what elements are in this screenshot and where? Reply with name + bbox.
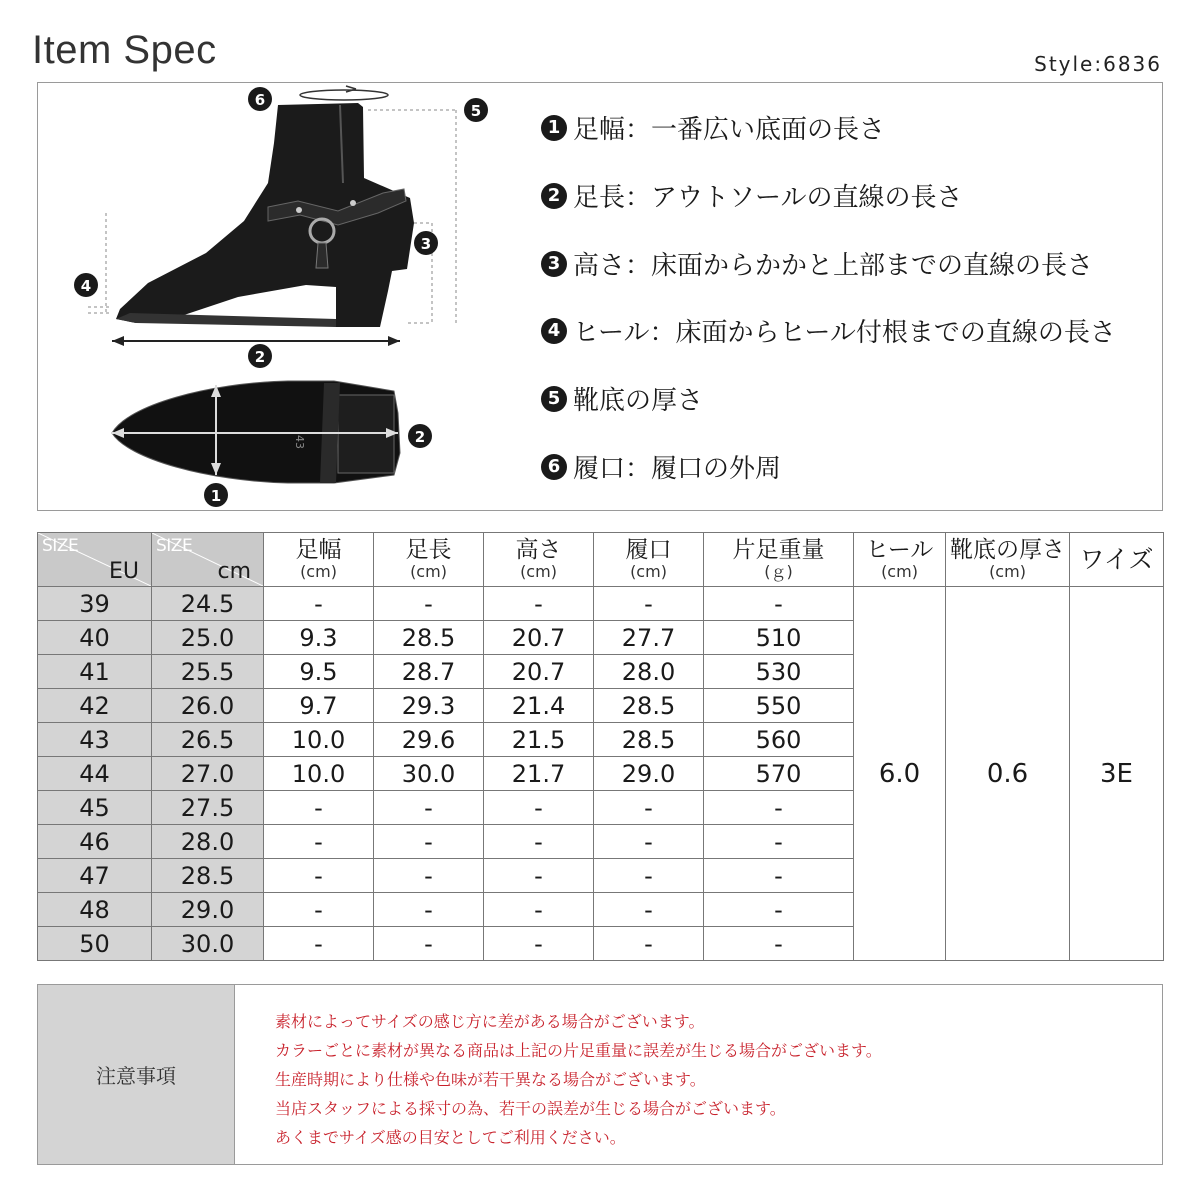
measurement-cell: 10.0 <box>264 757 374 791</box>
legend-number: 2 <box>541 183 567 209</box>
size-cm-cell: 28.0 <box>152 825 264 859</box>
col-foot-width: 足幅 (cm) <box>264 533 374 587</box>
measurement-cell: - <box>594 825 704 859</box>
size-cm-cell: 30.0 <box>152 927 264 961</box>
harness-lower-strap <box>316 243 328 268</box>
heel-cell: 6.0 <box>854 587 946 961</box>
size-eu-cell: 50 <box>38 927 152 961</box>
measurement-cell: 29.6 <box>374 723 484 757</box>
marker-2 <box>248 344 272 368</box>
size-cm-cell: 24.5 <box>152 587 264 621</box>
opening-ellipse <box>300 90 388 100</box>
measurement-cell: - <box>264 825 374 859</box>
page-title: Item Spec <box>32 28 217 72</box>
size-eu-cell: 45 <box>38 791 152 825</box>
col-sole-thickness: 靴底の厚さ (cm) <box>946 533 1070 587</box>
col-foot-length: 足長 (cm) <box>374 533 484 587</box>
measurement-cell: 20.7 <box>484 655 594 689</box>
measurement-cell: 9.7 <box>264 689 374 723</box>
measurement-cell: - <box>704 791 854 825</box>
notes-label: 注意事項 <box>38 985 235 1164</box>
measurement-cell: - <box>594 791 704 825</box>
size-eu-cell: 41 <box>38 655 152 689</box>
size-cm-cell: 26.5 <box>152 723 264 757</box>
size-cm-cell: 29.0 <box>152 893 264 927</box>
measurement-cell: - <box>484 927 594 961</box>
measurement-cell: 9.5 <box>264 655 374 689</box>
measurement-cell: 21.5 <box>484 723 594 757</box>
measurement-cell: - <box>264 927 374 961</box>
measurement-cell: - <box>594 893 704 927</box>
measurement-cell: 9.3 <box>264 621 374 655</box>
size-eu-header: SIZE EU <box>38 533 152 587</box>
size-cm-cell: 25.5 <box>152 655 264 689</box>
measurement-cell: 550 <box>704 689 854 723</box>
legend-item <box>541 109 885 146</box>
col-weight: 片足重量 (ｇ) <box>704 533 854 587</box>
svg-text:1: 1 <box>210 487 222 505</box>
measurement-cell: - <box>704 587 854 621</box>
measurement-cell: - <box>594 587 704 621</box>
measurement-cell: 510 <box>704 621 854 655</box>
measurement-cell: 10.0 <box>264 723 374 757</box>
measurement-cell: - <box>374 859 484 893</box>
rivet <box>350 200 356 206</box>
measurement-cell: 28.5 <box>594 723 704 757</box>
measurement-cell: - <box>594 927 704 961</box>
size-eu-cell: 46 <box>38 825 152 859</box>
measurement-cell: 29.3 <box>374 689 484 723</box>
size-cm-cell: 26.0 <box>152 689 264 723</box>
legend-text: 足幅：一番広い底面の長さ <box>573 115 886 145</box>
note-line: 生産時期により仕様や色味が若干異なる場合がございます。 <box>275 1070 706 1089</box>
measurement-cell: - <box>374 893 484 927</box>
size-eu-cell: 48 <box>38 893 152 927</box>
size-eu-cell: 44 <box>38 757 152 791</box>
size-table-body <box>38 587 1164 961</box>
notes-body <box>235 985 882 1164</box>
size-eu-cell: 39 <box>38 587 152 621</box>
legend-text: 靴底の厚さ <box>573 386 704 416</box>
opening-arrow <box>346 86 356 92</box>
legend-text: 高さ：床面からかかと上部までの直線の長さ <box>573 251 1094 281</box>
size-eu-cell: 43 <box>38 723 152 757</box>
svg-text:6: 6 <box>254 91 266 109</box>
measurement-cell: 30.0 <box>374 757 484 791</box>
size-cm-cell: 25.0 <box>152 621 264 655</box>
sole-size-print: 43 <box>293 435 306 449</box>
rivet <box>296 207 302 213</box>
note-line: 当店スタッフによる採寸の為、若干の誤差が生じる場合がございます。 <box>275 1099 786 1118</box>
marker-6 <box>248 87 272 111</box>
measurement-cell: 28.7 <box>374 655 484 689</box>
measurement-cell: - <box>484 587 594 621</box>
measurement-cell: - <box>704 927 854 961</box>
svg-text:3: 3 <box>420 235 432 253</box>
col-opening: 履口 (cm) <box>594 533 704 587</box>
measurement-cell: 20.7 <box>484 621 594 655</box>
legend-number: 4 <box>541 318 567 344</box>
svg-text:2: 2 <box>254 348 266 366</box>
marker-3 <box>414 231 438 255</box>
measurement-cell: 28.5 <box>594 689 704 723</box>
measurement-cell: 29.0 <box>594 757 704 791</box>
legend-item <box>541 177 962 214</box>
notes-panel <box>37 984 1163 1165</box>
marker-5 <box>74 273 98 297</box>
legend-number: 6 <box>541 454 567 480</box>
measurement-cell: - <box>594 859 704 893</box>
legend-item <box>541 380 703 417</box>
measurement-cell: - <box>264 587 374 621</box>
size-cm-cell: 27.0 <box>152 757 264 791</box>
legend-text: 足長：アウトソールの直線の長さ <box>573 183 963 213</box>
size-table <box>37 532 1164 961</box>
col-heel: ヒール (cm) <box>854 533 946 587</box>
measurement-cell: 27.7 <box>594 621 704 655</box>
col-height: 高さ (cm) <box>484 533 594 587</box>
col-width-grade: ワイズ <box>1070 533 1164 587</box>
svg-text:2: 2 <box>414 428 426 446</box>
boot-sole <box>116 313 336 327</box>
note-line: あくまでサイズ感の目安としてご利用ください。 <box>275 1128 626 1147</box>
spec-panel <box>37 82 1163 511</box>
marker-4 <box>464 98 488 122</box>
measurement-cell: - <box>264 859 374 893</box>
legend-text: ヒール：床面からヒール付根までの直線の長さ <box>573 318 1116 348</box>
measurement-cell: - <box>704 825 854 859</box>
measurement-cell: 21.7 <box>484 757 594 791</box>
measurement-cell: 28.0 <box>594 655 704 689</box>
measurement-cell: 560 <box>704 723 854 757</box>
measurement-cell: - <box>484 791 594 825</box>
legend-item <box>541 448 781 485</box>
size-cm-cell: 27.5 <box>152 791 264 825</box>
measurement-cell: - <box>484 893 594 927</box>
measurement-cell: - <box>484 859 594 893</box>
legend-number: 3 <box>541 251 567 277</box>
note-line: カラーごとに素材が異なる商品は上記の片足重量に誤差が生じる場合がございます。 <box>275 1041 882 1060</box>
size-eu-cell: 42 <box>38 689 152 723</box>
measurement-cell: - <box>374 587 484 621</box>
table-row <box>38 587 1164 621</box>
size-cm-cell: 28.5 <box>152 859 264 893</box>
measurement-cell: - <box>264 893 374 927</box>
measurement-cell: - <box>374 791 484 825</box>
measurement-cell: - <box>484 825 594 859</box>
size-eu-cell: 40 <box>38 621 152 655</box>
legend-number: 5 <box>541 386 567 412</box>
legend-text: 履口：履口の外周 <box>573 454 782 484</box>
legend-item <box>541 312 1116 349</box>
width-grade-cell: 3E <box>1070 587 1164 961</box>
legend-number: 1 <box>541 115 567 141</box>
measurement-cell: - <box>264 791 374 825</box>
measurement-cell: 28.5 <box>374 621 484 655</box>
size-eu-cell: 47 <box>38 859 152 893</box>
sole-thickness-cell: 0.6 <box>946 587 1070 961</box>
boot-diagram <box>38 83 518 512</box>
measurement-cell: 21.4 <box>484 689 594 723</box>
measurement-cell: - <box>374 825 484 859</box>
measurement-cell: 570 <box>704 757 854 791</box>
measurement-cell: - <box>374 927 484 961</box>
measurement-cell: - <box>704 859 854 893</box>
measurement-cell: 530 <box>704 655 854 689</box>
svg-text:4: 4 <box>80 277 92 295</box>
measurement-cell: - <box>704 893 854 927</box>
svg-text:5: 5 <box>470 102 482 120</box>
size-cm-header: SIZE cm <box>152 533 264 587</box>
marker-1 <box>204 483 228 507</box>
legend-item <box>541 245 1093 282</box>
style-code: Style:6836 <box>1034 52 1162 76</box>
note-line: 素材によってサイズの感じ方に差がある場合がございます。 <box>275 1012 705 1031</box>
marker-2-sole <box>408 424 432 448</box>
